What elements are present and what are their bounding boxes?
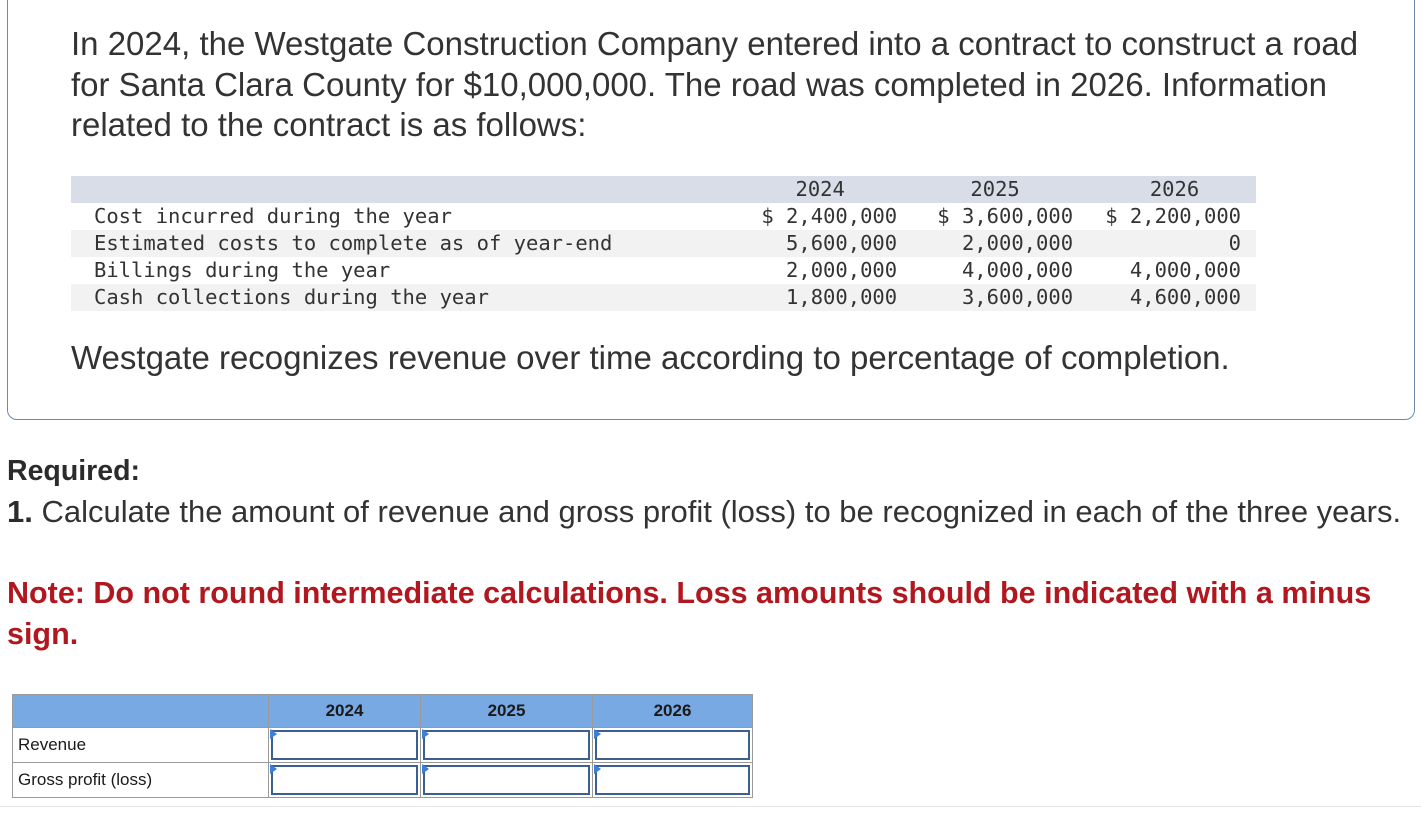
table-row [71,230,1256,257]
cell-value: $ 2,400,000 [761,204,898,228]
cell-wrapper [269,728,420,762]
answer-header-row [13,695,753,728]
cell-value: 3,600,000 [961,285,1074,309]
answer-table [12,694,753,798]
cell-value: 4,000,000 [961,258,1074,282]
contract-header-2024: 2024 [795,177,845,201]
task-text: Calculate the amount of revenue and gross profit (loss) to be recognized in each of the three years. [41,494,1402,529]
input-marker-icon [594,729,601,739]
row-label: Gross profit (loss) [13,763,269,798]
answer-cell [421,728,593,763]
answer-cell [593,728,753,763]
answer-cell [269,728,421,763]
input-marker-icon [270,764,277,774]
revenue-2024-input[interactable] [271,730,418,760]
cell-value: $ 3,600,000 [937,204,1074,228]
contract-info-table [71,176,1256,311]
input-marker-icon [270,729,277,739]
cell-wrapper [269,763,420,797]
cell-value: 5,600,000 [786,231,898,255]
problem-intro: In 2024, the Westgate Construction Company entered into a contract to construct a road for Santa Clara County for $10,000,000. The road was completed in 2026. Information related to the contract is as follows: [71,25,1359,143]
task-number: 1. [7,494,33,529]
answer-header-blank [13,695,269,728]
row-label: Billings during the year [94,258,391,282]
input-marker-icon [422,729,429,739]
cell-value: 4,000,000 [1129,258,1241,282]
cell-value: 0 [1228,231,1241,255]
row-label: Cash collections during the year [94,285,489,309]
contract-table-header-row [71,176,1256,203]
answer-header-2025: 2025 [421,695,593,728]
row-label: Estimated costs to complete as of year-end [94,231,613,255]
answer-header-2026: 2026 [593,695,753,728]
answer-row-revenue [13,728,753,763]
answer-header-2024: 2024 [269,695,421,728]
answer-cell [593,763,753,798]
table-row [71,257,1256,284]
table-row [71,284,1256,311]
cell-value: 2,000,000 [961,231,1074,255]
contract-header-2026: 2026 [1149,177,1200,201]
rounding-note: Note: Do not round intermediate calculations. Loss amounts should be indicated with a minus sign. [7,576,1372,651]
gross-profit-2025-input[interactable] [423,765,590,795]
contract-header-blank [71,176,701,203]
input-marker-icon [422,764,429,774]
table-row [71,203,1256,230]
cell-value: $ 2,200,000 [1105,204,1241,228]
cell-value: 2,000,000 [786,258,898,282]
answer-row-gross-profit [13,763,753,798]
cell-value: 1,800,000 [786,285,898,309]
gross-profit-2026-input[interactable] [595,765,750,795]
input-marker-icon [594,764,601,774]
bottom-divider [0,806,1421,807]
cell-wrapper [421,728,592,762]
recognition-method-text: Westgate recognizes revenue over time according to percentage of completion. [71,339,1230,376]
cell-wrapper [593,728,752,762]
revenue-2025-input[interactable] [423,730,590,760]
gross-profit-2024-input[interactable] [271,765,418,795]
cell-wrapper [421,763,592,797]
contract-header-2025: 2025 [970,177,1020,201]
answer-cell [421,763,593,798]
row-label: Revenue [13,728,269,763]
cell-value: 4,600,000 [1129,285,1241,309]
required-heading: Required: [7,455,141,487]
revenue-2026-input[interactable] [595,730,750,760]
cell-wrapper [593,763,752,797]
row-label: Cost incurred during the year [94,204,452,228]
task-instruction [7,492,1407,533]
answer-cell [269,763,421,798]
